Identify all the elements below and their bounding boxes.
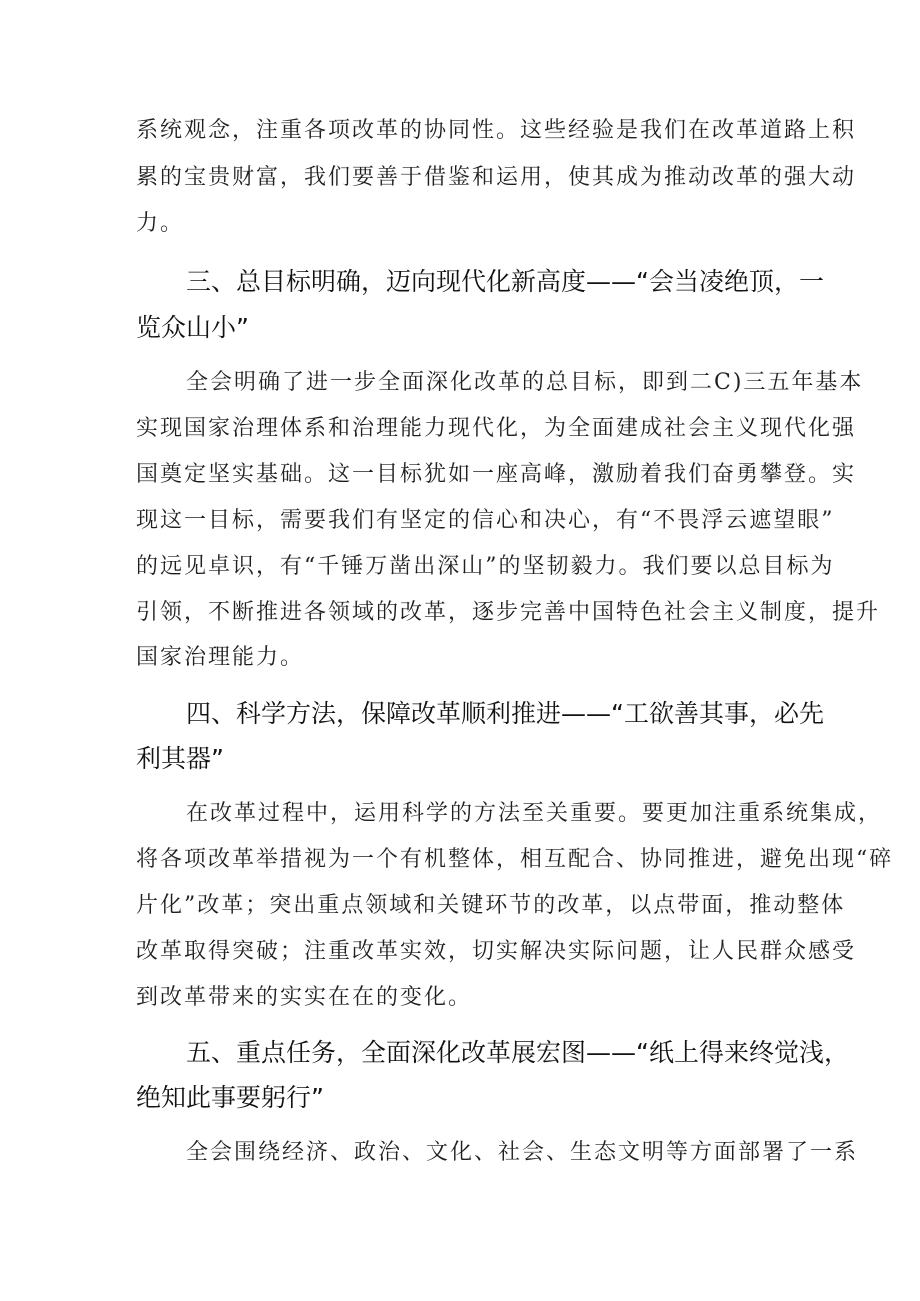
- paragraph-line: 的远见卓识，有“千锤万凿出深山”的坚韧毅力。我们要以总目标为: [136, 554, 835, 579]
- paragraph-line: 力。: [136, 211, 185, 236]
- section-heading-4: 四、科学方法，保障改革顺利推进——“工欲善其事，必先: [186, 699, 824, 728]
- section-heading-3: 三、总目标明确，迈向现代化新高度——“会当凌绝顶，一: [186, 267, 824, 296]
- paragraph-line: 现这一目标，需要我们有坚定的信心和决心，有“不畏浮云遮望眼”: [136, 508, 835, 533]
- paragraph-line: 将各项改革举措视为一个有机整体，相互配合、协同推进，避免出现“碎: [136, 847, 894, 872]
- paragraph-line: 国家治理能力。: [136, 645, 305, 670]
- section-heading-4-continued: 利其器”: [136, 744, 224, 773]
- paragraph-line: 到改革带来的实实在在的变化。: [136, 985, 473, 1010]
- paragraph-line: 在改革过程中，运用科学的方法至关重要。要更加注重系统集成，: [186, 801, 883, 826]
- section-heading-3-continued: 览众山小”: [136, 313, 249, 342]
- paragraph-line: 片化”改革；突出重点领域和关键环节的改革，以点带面，推动整体: [136, 893, 846, 918]
- paragraph-line: 实现国家治理体系和治理能力现代化，为全面建成社会主义现代化强: [136, 416, 857, 441]
- paragraph-line: 系统观念，注重各项改革的协同性。这些经验是我们在改革道路上积: [136, 118, 857, 143]
- section-heading-5: 五、重点任务，全面深化改革展宏图——“纸上得来终觉浅，: [186, 1038, 849, 1067]
- paragraph-line: 累的宝贵财富，我们要善于借鉴和运用，使其成为推动改革的强大动: [136, 165, 857, 190]
- paragraph-line: 全会围绕经济、政治、文化、社会、生态文明等方面部署了一系: [186, 1140, 859, 1165]
- paragraph-line: 引领，不断推进各领域的改革，逐步完善中国特色社会主义制度，提升: [136, 600, 881, 625]
- paragraph-line: 国奠定坚实基础。这一目标犹如一座高峰，激励着我们奋勇攀登。实: [136, 462, 857, 487]
- section-heading-5-continued: 绝知此事要躬行”: [136, 1083, 324, 1112]
- paragraph-line: 改革取得突破；注重改革实效，切实解决实际问题，让人民群众感受: [136, 939, 857, 964]
- paragraph-line: 全会明确了进一步全面深化改革的总目标，即到二C)三五年基本: [186, 370, 864, 395]
